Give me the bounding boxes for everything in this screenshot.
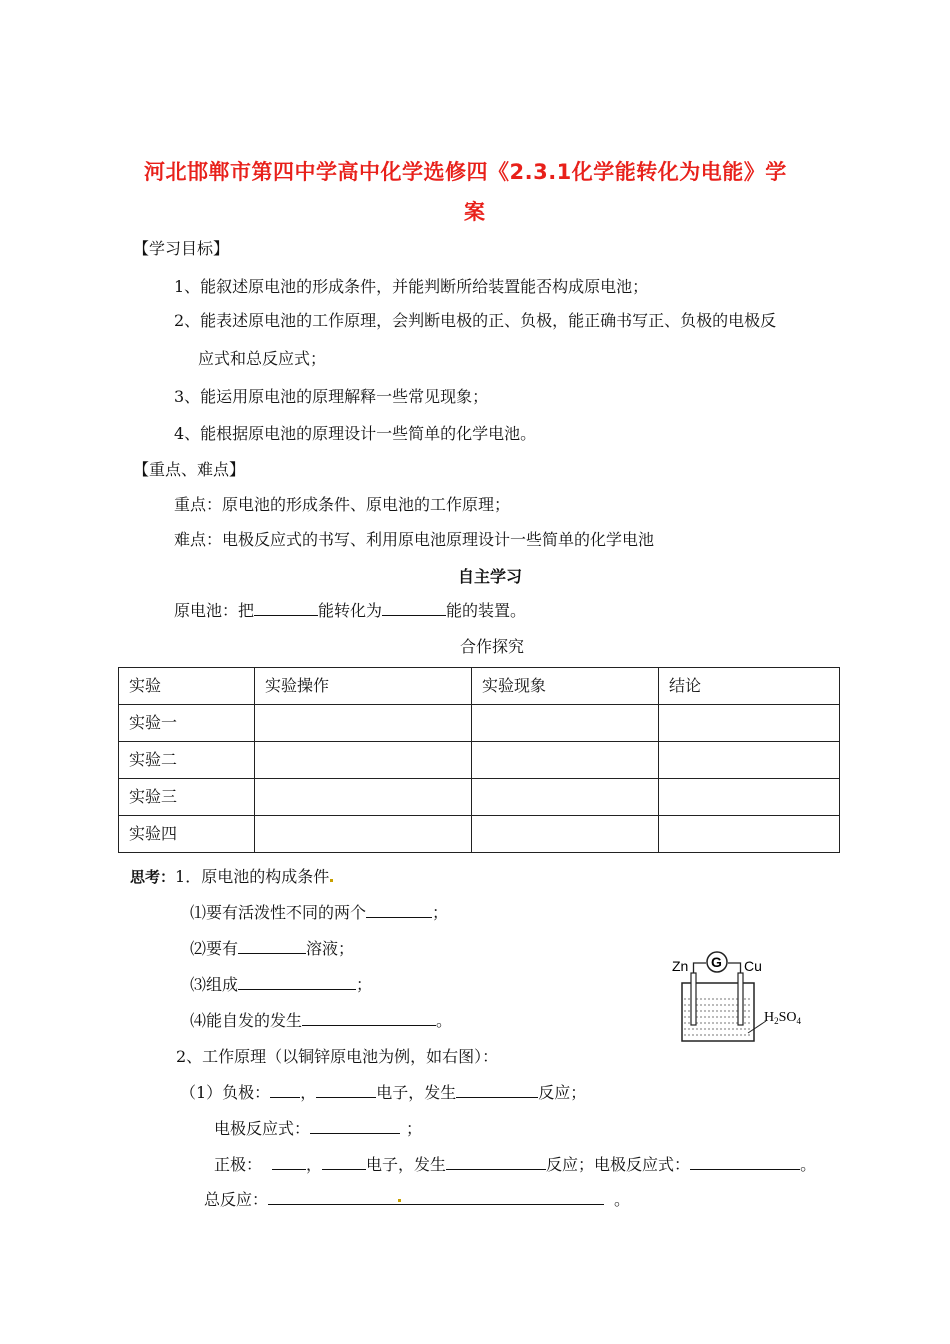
neg-eq-end: ； [406,1119,423,1138]
table-cell[interactable] [659,705,840,742]
condition-1-text: ⑴要有活泼性不同的两个 [190,903,367,922]
table-cell[interactable] [255,779,472,816]
goal-item-2-cont: 应式和总反应式； [198,349,327,368]
table-cell[interactable] [255,705,472,742]
table-row [119,816,840,853]
table-row [119,705,840,742]
goal-item-4: 4、能根据原电池的原理设计一些简单的化学电池。 [174,424,537,443]
title-line-2: 案 [464,200,486,224]
galvanometer-label: G [711,954,722,970]
table-header-cell: 实验操作 [255,668,472,705]
cu-electrode [738,973,743,1025]
pos-end: 。 [800,1155,817,1174]
table-header-cell: 实验现象 [472,668,659,705]
table-cell[interactable] [472,779,659,816]
question-2: 2、工作原理（以铜锌原电池为例，如右图）： [176,1047,499,1066]
table-cell[interactable] [472,705,659,742]
table-cell[interactable] [255,742,472,779]
cu-label: Cu [744,958,762,974]
condition-3-text: ⑶组成 [190,975,239,994]
blank-neg-1[interactable] [270,1083,300,1098]
condition-2-text: ⑵要有 [190,939,239,958]
pos-sep: ， [306,1155,323,1174]
experiment-table [118,667,840,853]
blank-cond-2[interactable] [238,939,306,954]
condition-3-end: ； [356,975,373,994]
table-cell[interactable] [659,816,840,853]
key-point: 重点：原电池的形成条件、原电池的工作原理； [174,495,511,514]
blank-pos-3[interactable] [446,1155,546,1170]
table-row [119,742,840,779]
table-cell[interactable] [255,816,472,853]
condition-4-end: 。 [436,1011,453,1030]
think-label: 思考： [130,868,176,886]
self-study-text-b: 能转化为 [318,601,383,620]
blank-pos-2[interactable] [322,1155,366,1170]
mark-dot [330,879,333,882]
mark-dot [398,1199,401,1202]
self-study-line [174,598,526,621]
condition-4 [190,1008,452,1031]
think-line [130,864,333,887]
blank-energy-2[interactable] [382,601,446,616]
blank-total[interactable] [268,1190,604,1205]
positive-electrode-line [214,1152,816,1175]
self-study-heading: 自主学习 [458,567,523,586]
table-row-label: 实验三 [119,779,255,816]
blank-pos-4[interactable] [690,1155,800,1170]
acid-label [764,1010,802,1026]
title-line-1: 河北邯郸市第四中学高中化学选修四《2.3.1化学能转化为电能》学 [144,160,787,184]
neg-text: 电子，发生 [376,1083,457,1102]
pos-label: 正极： [214,1155,263,1174]
neg-label: （1）负极： [180,1083,271,1102]
neg-sep: ， [300,1083,317,1102]
blank-neg-3[interactable] [456,1083,538,1098]
table-cell[interactable] [659,742,840,779]
difficult-point: 难点：电极反应式的书写、利用原电池原理设计一些简单的化学电池 [174,530,655,549]
wire-left [694,963,707,973]
blank-cond-3[interactable] [238,975,356,990]
zn-label: Zn [672,958,689,974]
pos-text-2: 反应；电极反应式： [546,1155,691,1174]
condition-1 [190,900,448,923]
acid-so: SO [778,1010,797,1025]
neg-eq-label: 电极反应式： [214,1119,311,1138]
negative-equation-line [214,1116,422,1139]
condition-4-text: ⑷能自发的发生 [190,1011,303,1030]
table-row-label: 实验四 [119,816,255,853]
coop-heading: 合作探究 [460,637,525,656]
table-header-cell: 实验 [119,668,255,705]
acid-sub-4: 4 [796,1016,802,1026]
table-cell[interactable] [472,742,659,779]
total-label: 总反应： [204,1190,269,1209]
condition-1-end: ； [432,903,449,922]
self-study-text-c: 能的装置。 [446,601,527,620]
acid-sub-2: 2 [774,1016,779,1026]
goal-item-2: 2、能表述原电池的工作原理，会判断电极的正、负极，能正确书写正、负极的电极反 [174,311,777,330]
condition-2-end: 溶液； [306,939,355,958]
wire-right [728,963,741,973]
table-row-label: 实验二 [119,742,255,779]
total-reaction-line [204,1187,630,1210]
blank-cond-1[interactable] [366,903,432,918]
blank-pos-1[interactable] [272,1155,306,1170]
neg-end: 反应； [538,1083,587,1102]
self-study-text-a: 原电池：把 [174,601,255,620]
goal-item-1: 1、能叙述原电池的形成条件，并能判断所给装置能否构成原电池； [174,277,649,296]
cu-zn-cell-diagram [660,945,835,1045]
think-question-1: 1．原电池的构成条件 [175,867,330,886]
pos-text: 电子，发生 [366,1155,447,1174]
table-row-label: 实验一 [119,705,255,742]
table-header-row [119,668,840,705]
table-header-cell: 结论 [659,668,840,705]
zn-electrode [691,973,696,1025]
condition-3 [190,972,372,995]
negative-electrode-line [180,1080,586,1103]
key-heading: 【重点、难点】 [133,460,246,479]
condition-2 [190,936,354,959]
goals-heading: 【学习目标】 [133,239,230,258]
table-row [119,779,840,816]
blank-energy-1[interactable] [254,601,318,616]
table-cell[interactable] [472,816,659,853]
goal-item-3: 3、能运用原电池的原理解释一些常见现象； [174,387,489,406]
total-end: 。 [614,1190,631,1209]
blank-cond-4[interactable] [302,1011,436,1026]
acid-h: H [764,1010,775,1025]
blank-neg-eq[interactable] [310,1119,400,1134]
blank-neg-2[interactable] [316,1083,376,1098]
table-cell[interactable] [659,779,840,816]
